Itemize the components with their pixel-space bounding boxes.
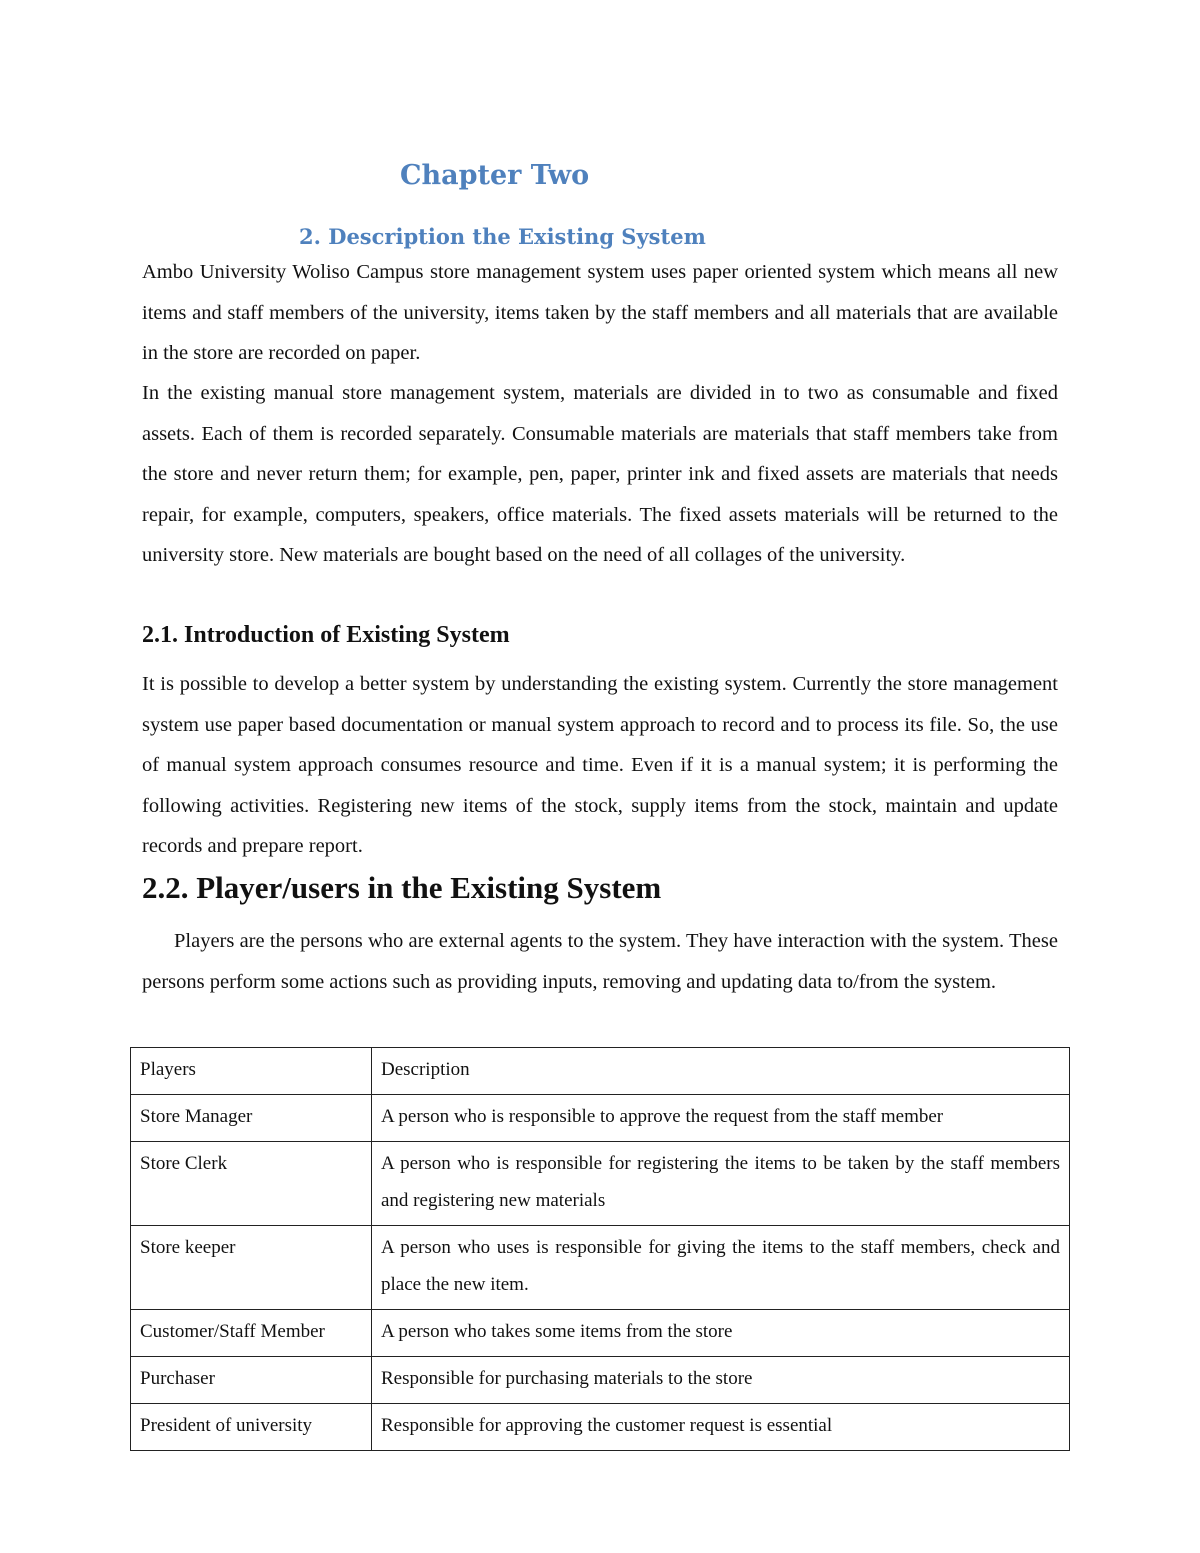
header-description: Description — [372, 1048, 1070, 1095]
heading-introduction: 2.1. Introduction of Existing System — [142, 622, 510, 648]
table-header-row — [131, 1048, 1070, 1095]
chapter-title: Chapter Two — [400, 160, 590, 191]
player-name: Purchaser — [131, 1357, 372, 1404]
section-title: 2. Description the Existing System — [299, 224, 706, 249]
player-description: A person who uses is responsible for giving the items to the staff members, check and place the new item. — [372, 1226, 1070, 1310]
player-name: Store keeper — [131, 1226, 372, 1310]
player-description: A person who is responsible for registering the items to be taken by the staff members and registering new materials — [372, 1142, 1070, 1226]
table-row — [131, 1095, 1070, 1142]
table-row — [131, 1404, 1070, 1451]
paragraph-existing-system: Ambo University Woliso Campus store management system uses paper oriented system which means all new items and staff members of the university, items taken by the staff members and all materials that are available in the store are recorded on paper. — [142, 261, 1058, 365]
table-row — [131, 1142, 1070, 1226]
player-description: Responsible for purchasing materials to the store — [372, 1357, 1070, 1404]
table-row — [131, 1226, 1070, 1310]
paragraph-introduction: It is possible to develop a better system by understanding the existing system. Currently the store management system use paper based documentation or manual system approach to record and to process its file. So, the use of manual system approach consumes resource and time. Even if it is a manual system; it is performing the following activities. Registering new items of the stock, supply items from the stock, maintain and update records and prepare report. — [142, 673, 1058, 858]
header-players: Players — [131, 1048, 372, 1095]
heading-players: 2.2. Player/users in the Existing System — [142, 870, 662, 905]
paragraph-manual-system: In the existing manual store management system, materials are divided in to two as consumable and fixed assets. Each of them is recorded separately. Consumable materials are materials that staff members take from the store and never return them; for example, pen, paper, printer ink and fixed assets are materials that needs repair, for example, computers, speakers, office materials. The fixed assets materials will be returned to the university store. New materials are bought based on the need of all collages of the university. — [142, 382, 1058, 567]
player-name: Customer/Staff Member — [131, 1310, 372, 1357]
player-name: Store Manager — [131, 1095, 372, 1142]
players-table — [130, 1047, 1070, 1451]
player-name: President of university — [131, 1404, 372, 1451]
table-row — [131, 1357, 1070, 1404]
player-description: A person who is responsible to approve the request from the staff member — [372, 1095, 1070, 1142]
player-description: Responsible for approving the customer request is essential — [372, 1404, 1070, 1451]
table-row — [131, 1310, 1070, 1357]
player-description: A person who takes some items from the store — [372, 1310, 1070, 1357]
paragraph-players: Players are the persons who are external agents to the system. They have interaction with the system. These persons perform some actions such as providing inputs, removing and updating data to/from the system. — [142, 930, 1058, 993]
player-name: Store Clerk — [131, 1142, 372, 1226]
